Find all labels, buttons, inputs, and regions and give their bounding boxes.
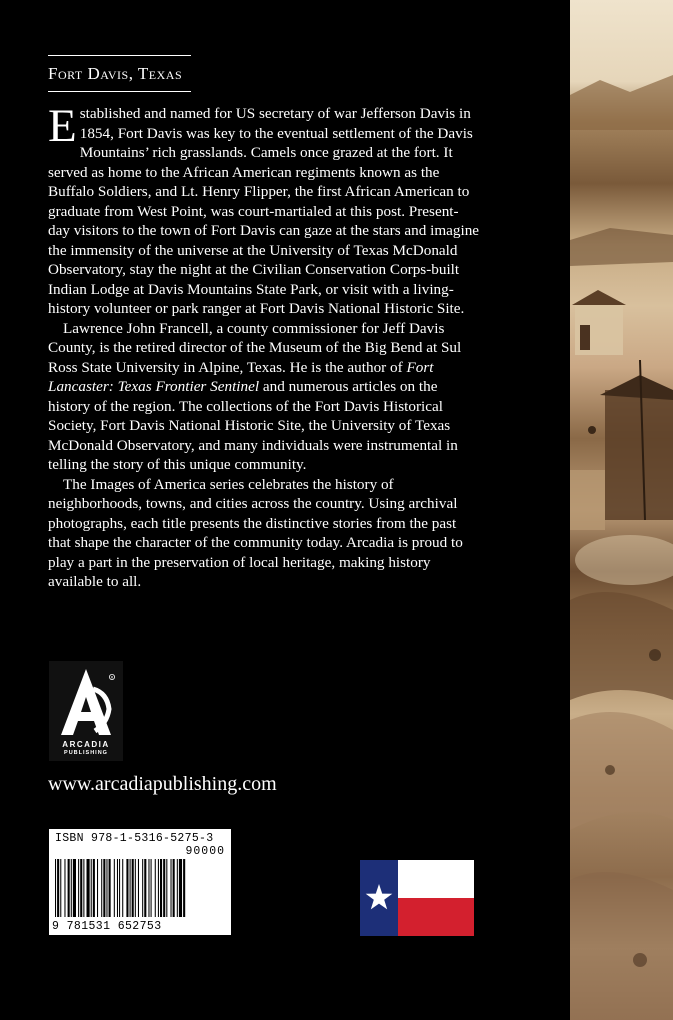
page-title: Fort Davis, Texas: [48, 64, 183, 83]
barcode-bar: [166, 859, 167, 917]
barcode-bar: [93, 859, 95, 917]
drop-cap: E: [48, 100, 77, 152]
barcode-bar: [122, 859, 123, 917]
title-rule-top: [48, 55, 191, 56]
barcode-bar: [142, 859, 143, 917]
author-text-start: Lawrence John Francell, a county commissioner for Jeff Davis County, is the retired director of the Museum of the Big Bend at Sul Ross State University in Alpine, Texas. He is the author of: [48, 319, 462, 376]
paragraph-author: [48, 319, 480, 475]
barcode-bar: [183, 859, 185, 917]
barcode-bar: [117, 859, 118, 917]
barcode-bar: [179, 859, 182, 917]
texas-flag-icon: [360, 860, 474, 936]
paragraph-series: The Images of America series celebrates the history of neighborhoods, towns, and cities across the country. Using archival photographs, each title presents the distinctive stories from the past that shape the character of the community today. Arcadia is proud to play a part in the preservation of local heritage, making history available to all.: [48, 475, 463, 590]
sepia-photo-image: [570, 0, 673, 1020]
barcode-bar: [64, 859, 65, 917]
barcode-bar: [114, 859, 115, 917]
barcode-bar: [135, 859, 136, 917]
barcode-bar: [73, 859, 76, 917]
isbn-barcode: [49, 829, 231, 935]
ean-digits: 9 781531 652753: [52, 920, 162, 933]
price-code: 90000: [185, 845, 225, 858]
barcode-bar: [126, 859, 128, 917]
barcode-bar: [138, 859, 139, 917]
barcode-bar: [97, 859, 98, 917]
paragraph-intro-text: stablished and named for US secretary of war Jefferson Davis in 1854, Fort Davis was key to the eventual settlement of the Davis Mountains’ rich grasslands. Camels once grazed at the fort. It served as home to the African American regiments known as the Buffalo Soldiers, and Lt. Henry Flipper, the first African American to graduate from West Point, was court-martialed at this post. Present-day visitors to the town of Fort Davis can gaze at the stars and imagine the immensity of the universe at the University of Texas McDonald Observatory, stay the night at the Civilian Conservation Corps-built Indian Lodge at Davis Mountains State Park, or visit with a living-history volunteer or park ranger at Fort Davis National Historic Site.: [48, 105, 480, 317]
barcode-bar: [151, 859, 152, 917]
barcode-bar: [109, 859, 111, 917]
barcode-bar: [163, 859, 165, 917]
barcode-bar: [144, 859, 146, 917]
barcode-bar: [101, 859, 102, 917]
barcode-bar: [87, 859, 90, 917]
barcode-bar: [158, 859, 159, 917]
barcode-bar: [68, 859, 70, 917]
description-text: [48, 100, 480, 592]
barcode-bar: [132, 859, 134, 917]
barcode-bar: [130, 859, 131, 917]
barcode-bar: [91, 859, 92, 917]
paragraph-intro: [48, 100, 480, 319]
isbn-number: ISBN 978-1-5316-5275-3: [55, 832, 214, 845]
barcode-bar: [173, 859, 175, 917]
barcode-bar: [119, 859, 120, 917]
barcode-bar: [106, 859, 107, 917]
arcadia-logo: [49, 661, 123, 761]
barcode-bar: [83, 859, 84, 917]
barcode-bar: [160, 859, 162, 917]
barcode-bar: [103, 859, 105, 917]
svg-text:R: R: [110, 675, 114, 680]
barcode-bar: [78, 859, 79, 917]
barcode-bar: [71, 859, 72, 917]
barcode-bar: [177, 859, 178, 917]
barcode-bar: [80, 859, 82, 917]
book-title: Fort Lancaster: Texas Frontier Sentinel: [48, 358, 434, 395]
barcode-bar: [60, 859, 61, 917]
barcode-bar: [57, 859, 59, 917]
sepia-photo-strip: [570, 0, 673, 1020]
barcode-bar: [155, 859, 156, 917]
logo-subtitle: PUBLISHING: [64, 750, 108, 756]
author-text-end: and numerous articles on the history of the region. The collections of the Fort Davis Historical Society, Fort Davis National Historic Site, the University of Texas McDonald Observatory, and many individuals were instrumental in telling the story of this unique community.: [48, 378, 458, 473]
logo-wordmark: ARCADIA: [62, 740, 110, 749]
website-url: www.arcadiapublishing.com: [48, 773, 277, 795]
barcode-bar: [148, 859, 149, 917]
barcode-bar: [171, 859, 172, 917]
title-rule-bottom: [48, 91, 191, 92]
barcode-bar: [55, 859, 56, 917]
